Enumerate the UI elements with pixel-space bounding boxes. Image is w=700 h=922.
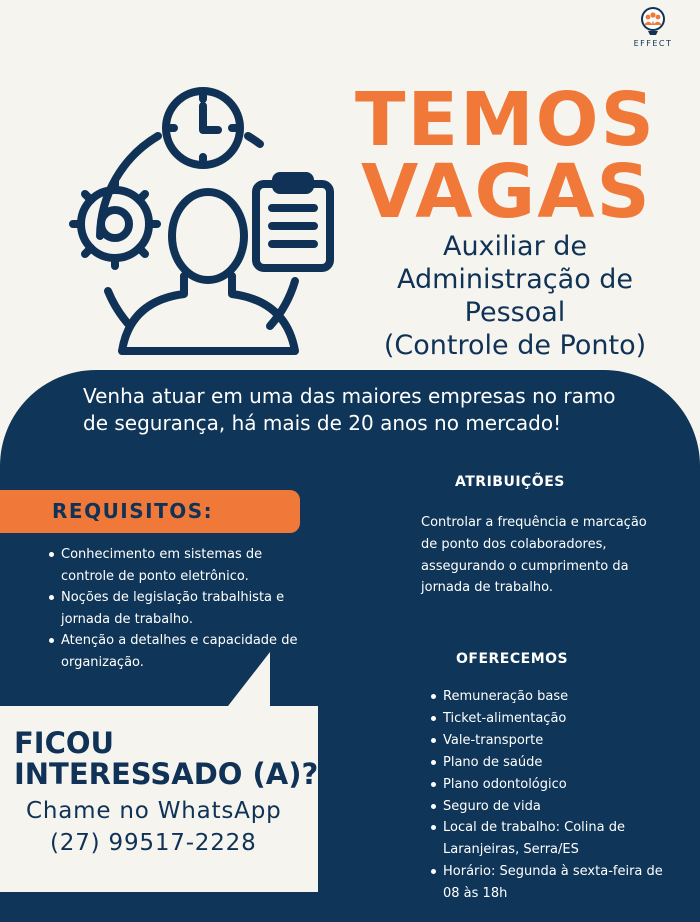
cta-whatsapp-text: Chame no WhatsApp	[26, 798, 282, 824]
intro-text: Venha atuar em uma das maiores empresas no ramo de segurança, há mais de 20 anos no mercado!	[83, 384, 616, 435]
list-item: Seguro de vida	[430, 796, 670, 818]
atribuicoes-heading: ATRIBUIÇÕES	[455, 474, 565, 490]
cta-heading	[14, 726, 319, 791]
list-item: Remuneração base	[430, 686, 670, 708]
headline-line-1: TEMOS	[355, 77, 656, 163]
cta-heading-line-1: FICOU	[14, 726, 115, 760]
cta-heading-line-2: INTERESSADO (A)?	[14, 757, 319, 791]
list-item: Conhecimento em sistemas de controle de ponto eletrônico.	[48, 544, 308, 587]
cta-phone-number: (27) 99517-2228	[50, 830, 257, 856]
person-gear-clock-clipboard-icon	[60, 86, 345, 361]
list-item: Horário: Segunda à sexta-feira de 08 às 18h	[430, 861, 670, 905]
list-item: Plano odontológico	[430, 774, 670, 796]
brand-name: EFFECT	[633, 39, 673, 48]
requisitos-heading: REQUISITOS:	[52, 499, 214, 523]
job-title-line-3: Pessoal	[464, 297, 566, 328]
headline-line-2: VAGAS	[361, 149, 652, 235]
brand-logo	[631, 6, 675, 48]
headline	[355, 77, 656, 235]
effect-logo-icon	[638, 6, 668, 38]
job-title-line-1: Auxiliar de	[442, 231, 588, 262]
list-item: Ticket-alimentação	[430, 708, 670, 730]
list-item: Plano de saúde	[430, 752, 670, 774]
job-title	[360, 230, 670, 362]
oferecemos-list	[430, 686, 670, 905]
job-title-line-4: (Controle de Ponto)	[383, 330, 647, 361]
list-item: Atenção a detalhes e capacidade de organização.	[48, 630, 308, 673]
list-item: Vale-transporte	[430, 730, 670, 752]
atribuicoes-text: Controlar a frequência e marcação de ponto dos colaboradores, assegurando o cumprimento da jornada de trabalho.	[421, 515, 647, 596]
list-item: Noções de legislação trabalhista e jornada de trabalho.	[48, 587, 308, 630]
oferecemos-heading: OFERECEMOS	[456, 651, 569, 667]
job-title-line-2: Administração de	[396, 264, 634, 295]
list-item: Local de trabalho: Colina de Laranjeiras, Serra/ES	[430, 817, 670, 861]
